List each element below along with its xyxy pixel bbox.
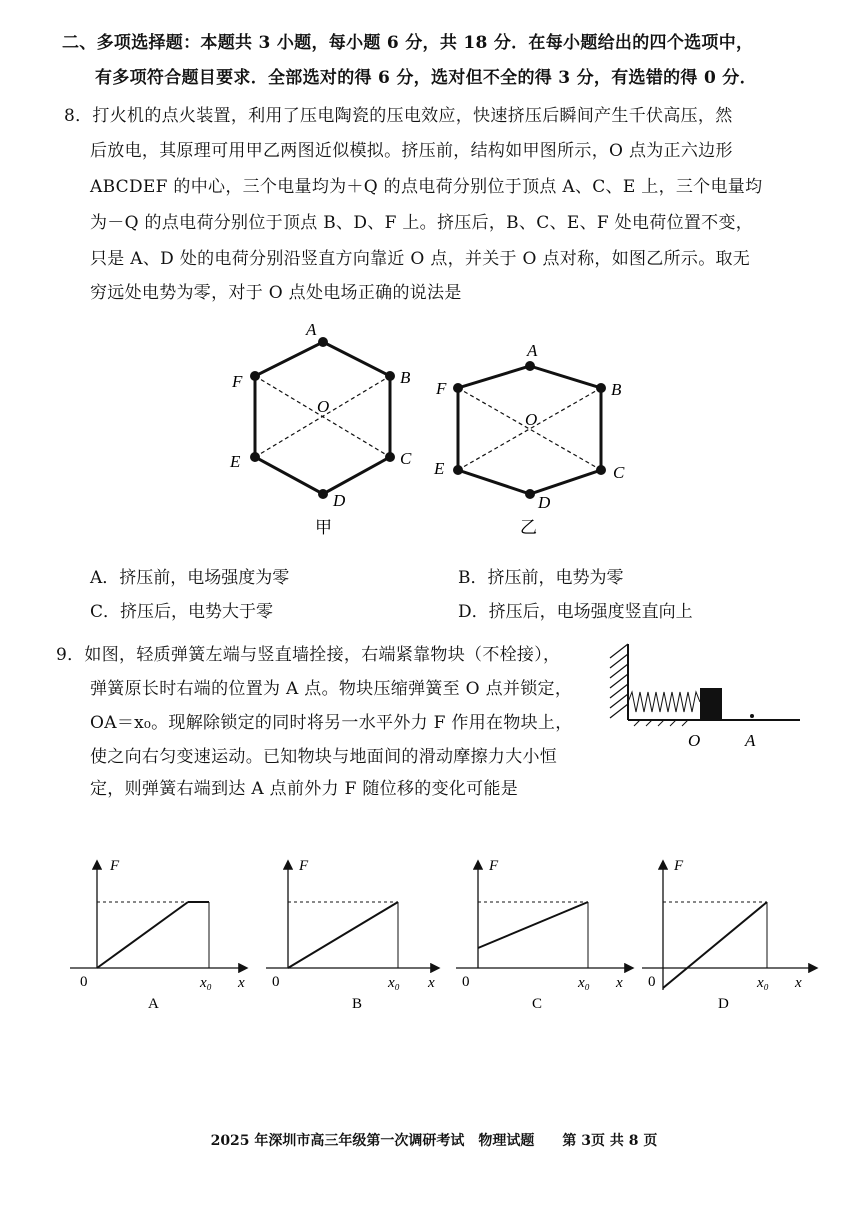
hexagon-jia <box>229 320 412 538</box>
graph-b-x0: x₀ <box>388 975 400 991</box>
q9-spring-figure <box>600 636 805 756</box>
q8-option-c: C．挤压后，电势大于零 <box>90 602 274 622</box>
q9-graphs <box>60 850 820 1020</box>
hexagon-yi <box>433 341 625 538</box>
q8-line-3: ABCDEF 的中心，三个电量均为＋Q 的点电荷分别位于顶点 A、C、E 上，三个电量均 <box>90 177 763 197</box>
graph-a <box>70 858 246 1012</box>
label-C-yi: C <box>613 463 625 482</box>
section-title-line1: 二、多项选择题：本题共 3 小题，每小题 6 分，共 18 分．在每小题给出的四个选项中， <box>62 33 754 53</box>
label-O-spring: O <box>688 731 701 750</box>
label-B-jia: B <box>400 368 411 387</box>
block <box>700 688 722 720</box>
graph-c-letter: C <box>532 996 543 1012</box>
label-A-jia: A <box>306 320 317 339</box>
graph-a-letter: A <box>148 996 159 1012</box>
q8-line-2: 后放电，其原理可用甲乙两图近似模拟。挤压前，结构如甲图所示，O 点为正六边形 <box>90 141 733 161</box>
q9-line-2: 弹簧原长时右端的位置为 A 点。物块压缩弹簧至 O 点并锁定， <box>90 679 573 699</box>
caption-jia: 甲 <box>315 518 332 538</box>
q9-line-1: 9．如图，轻质弹簧左端与竖直墙拴接，右端紧靠物块（不栓接）， <box>56 645 561 665</box>
label-F-jia: F <box>232 372 243 391</box>
graph-b-ylabel: F <box>299 858 309 874</box>
graph-c-ylabel: F <box>489 858 499 874</box>
graph-d-xlabel: x <box>795 975 802 991</box>
page-footer: 2025 年深圳市高三年级第一次调研考试 物理试题 第 3页 共 8 页 <box>210 1133 658 1149</box>
graph-d-ylabel: F <box>674 858 684 874</box>
graph-a-x0: x₀ <box>200 975 212 991</box>
graph-d-origin: 0 <box>648 974 656 990</box>
graph-c-origin: 0 <box>462 974 470 990</box>
label-B-yi: B <box>611 380 622 399</box>
label-D-yi: D <box>538 493 551 512</box>
graph-c-xlabel: x <box>616 975 623 991</box>
graph-c <box>456 858 632 1012</box>
q9-line-4: 使之向右匀变速运动。已知物块与地面间的滑动摩擦力大小恒 <box>90 747 558 767</box>
q8-option-a: A．挤压前，电场强度为零 <box>90 568 290 588</box>
q8-line-4: 为－Q 的点电荷分别位于顶点 B、D、F 上。挤压后，B、C、E、F 处电荷位置不变， <box>90 213 754 233</box>
caption-yi: 乙 <box>520 518 537 538</box>
graph-a-origin: 0 <box>80 974 88 990</box>
label-E-yi: E <box>434 459 445 478</box>
q9-line-5: 定，则弹簧右端到达 A 点前外力 F 随位移的变化可能是 <box>90 779 519 799</box>
graph-b-origin: 0 <box>272 974 280 990</box>
q8-line-1: 8．打火机的点火装置，利用了压电陶瓷的压电效应，快速挤压后瞬间产生千伏高压，然 <box>64 106 733 126</box>
graph-d-letter: D <box>718 996 729 1012</box>
label-O-jia: O <box>317 397 330 416</box>
q8-hexagon-figures <box>220 318 640 548</box>
q9-line-3: OA＝x₀。现解除锁定的同时将另一水平外力 F 作用在物块上， <box>90 713 573 733</box>
q8-line-6: 穷远处电势为零，对于 O 点处电场正确的说法是 <box>90 283 462 303</box>
q8-line-5: 只是 A、D 处的电荷分别沿竖直方向靠近 O 点，并关于 O 点对称，如图乙所示。取无 <box>90 249 751 269</box>
q8-option-d: D．挤压后，电场强度竖直向上 <box>458 602 693 622</box>
label-O-yi: O <box>525 410 538 429</box>
label-F-yi: F <box>436 379 447 398</box>
label-A-yi: A <box>527 341 538 360</box>
label-D-jia: D <box>333 491 346 510</box>
label-C-jia: C <box>400 449 412 468</box>
graph-d-x0: x₀ <box>757 975 769 991</box>
graph-a-xlabel: x <box>238 975 245 991</box>
label-E-jia: E <box>230 452 241 471</box>
label-A-spring: A <box>745 731 756 750</box>
graph-d <box>642 858 816 1012</box>
graph-a-ylabel: F <box>110 858 120 874</box>
graph-c-x0: x₀ <box>578 975 590 991</box>
graph-b-xlabel: x <box>428 975 435 991</box>
graph-b-letter: B <box>352 996 363 1012</box>
graph-b <box>266 858 438 1012</box>
q8-option-b: B．挤压前，电势为零 <box>458 568 624 588</box>
section-title-line2: 有多项符合题目要求．全部选对的得 6 分，选对但不全的得 3 分，有选错的得 0 分． <box>95 68 757 88</box>
